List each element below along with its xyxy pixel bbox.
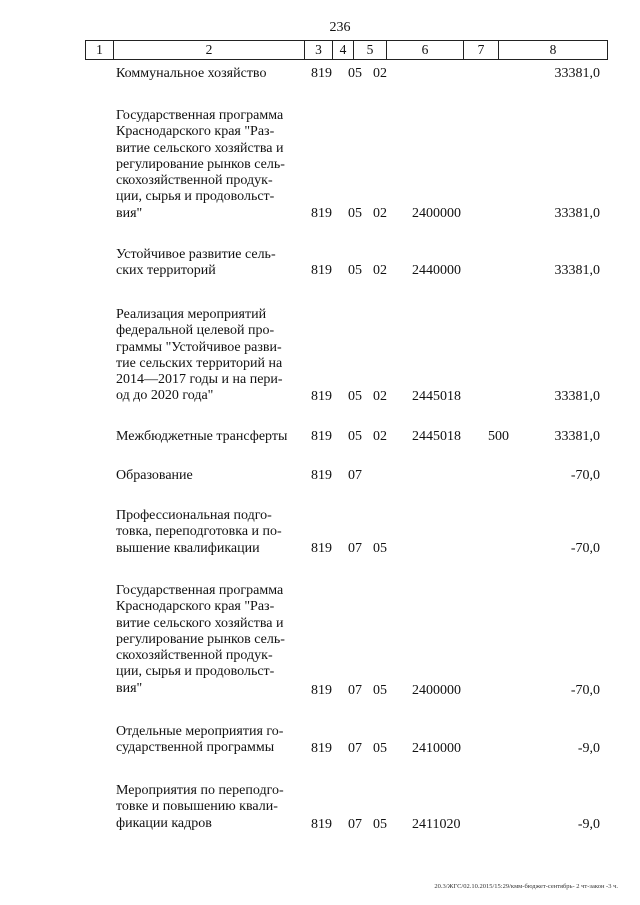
- cell-col7: 500: [488, 429, 509, 444]
- row-name: Коммунальное хозяйство: [116, 66, 267, 81]
- cell-col3: 819: [311, 429, 332, 444]
- column-header-2: 2: [114, 41, 305, 60]
- column-header-4: 4: [333, 41, 354, 60]
- cell-col5: 02: [373, 263, 387, 278]
- row-name: Профессиональная подго- товка, переподготовка и по- вышение квалификации: [116, 508, 282, 556]
- row-name: Государственная программа Краснодарского края "Раз- витие сельского хозяйства и регулирование рынков сель- скохозяйственной продук- ции, сырья и продовольст- вия": [116, 108, 285, 221]
- column-header-7: 7: [464, 41, 499, 60]
- row-name: Мероприятия по переподго- товке и повышению квали- фикации кадров: [116, 783, 284, 831]
- row-name: Образование: [116, 468, 193, 483]
- cell-col3: 819: [311, 66, 332, 81]
- cell-col4: 07: [348, 468, 362, 483]
- cell-col4: 05: [348, 389, 362, 404]
- row-name: Отдельные мероприятия го- сударственной программы: [116, 724, 284, 756]
- cell-col8: 33381,0: [554, 206, 600, 221]
- cell-col4: 05: [348, 429, 362, 444]
- cell-col4: 07: [348, 741, 362, 756]
- row-name: Межбюджетные трансферты: [116, 429, 288, 444]
- cell-col5: 05: [373, 683, 387, 698]
- cell-col8: -70,0: [570, 683, 600, 698]
- row-name: Реализация мероприятий федеральной целевой про- граммы "Устойчивое разви- тие сельских территорий на 2014—2017 годы и на пери- од до 2020 года": [116, 307, 283, 404]
- cell-col8: 33381,0: [554, 66, 600, 81]
- cell-col6: 2445018: [412, 429, 461, 444]
- column-header-3: 3: [305, 41, 333, 60]
- cell-col8: -70,0: [570, 541, 600, 556]
- cell-col5: 05: [373, 817, 387, 832]
- cell-col3: 819: [311, 683, 332, 698]
- document-footer-code: 20.3/ЖГС/02.10.2015/15:29/кмм-бюджет-сентябрь- 2 чт-закон -3 ч.: [434, 883, 618, 890]
- cell-col6: 2411020: [412, 817, 461, 832]
- cell-col4: 05: [348, 206, 362, 221]
- cell-col4: 07: [348, 683, 362, 698]
- cell-col4: 05: [348, 263, 362, 278]
- column-header-8: 8: [499, 41, 608, 60]
- cell-col6: 2445018: [412, 389, 461, 404]
- cell-col8: 33381,0: [554, 389, 600, 404]
- column-header-6: 6: [387, 41, 464, 60]
- cell-col6: 2400000: [412, 206, 461, 221]
- cell-col4: 07: [348, 541, 362, 556]
- cell-col6: 2440000: [412, 263, 461, 278]
- row-name: Устойчивое развитие сель- ских территорий: [116, 247, 276, 279]
- cell-col3: 819: [311, 389, 332, 404]
- page-number: 236: [329, 20, 351, 35]
- column-header-5: 5: [354, 41, 387, 60]
- cell-col8: 33381,0: [554, 429, 600, 444]
- cell-col6: 2400000: [412, 683, 461, 698]
- cell-col5: 02: [373, 429, 387, 444]
- cell-col6: 2410000: [412, 741, 461, 756]
- cell-col3: 819: [311, 541, 332, 556]
- cell-col5: 02: [373, 66, 387, 81]
- cell-col3: 819: [311, 206, 332, 221]
- cell-col8: -9,0: [577, 817, 600, 832]
- cell-col8: -70,0: [570, 468, 600, 483]
- cell-col5: 05: [373, 541, 387, 556]
- cell-col8: -9,0: [577, 741, 600, 756]
- cell-col3: 819: [311, 263, 332, 278]
- cell-col3: 819: [311, 817, 332, 832]
- cell-col5: 05: [373, 741, 387, 756]
- cell-col4: 05: [348, 66, 362, 81]
- row-name: Государственная программа Краснодарского края "Раз- витие сельского хозяйства и регулирование рынков сель- скохозяйственной продук- ции, сырья и продовольст- вия": [116, 583, 285, 696]
- cell-col5: 02: [373, 206, 387, 221]
- cell-col8: 33381,0: [554, 263, 600, 278]
- cell-col4: 07: [348, 817, 362, 832]
- cell-col5: 02: [373, 389, 387, 404]
- cell-col3: 819: [311, 468, 332, 483]
- column-header-1: 1: [86, 41, 114, 60]
- cell-col3: 819: [311, 741, 332, 756]
